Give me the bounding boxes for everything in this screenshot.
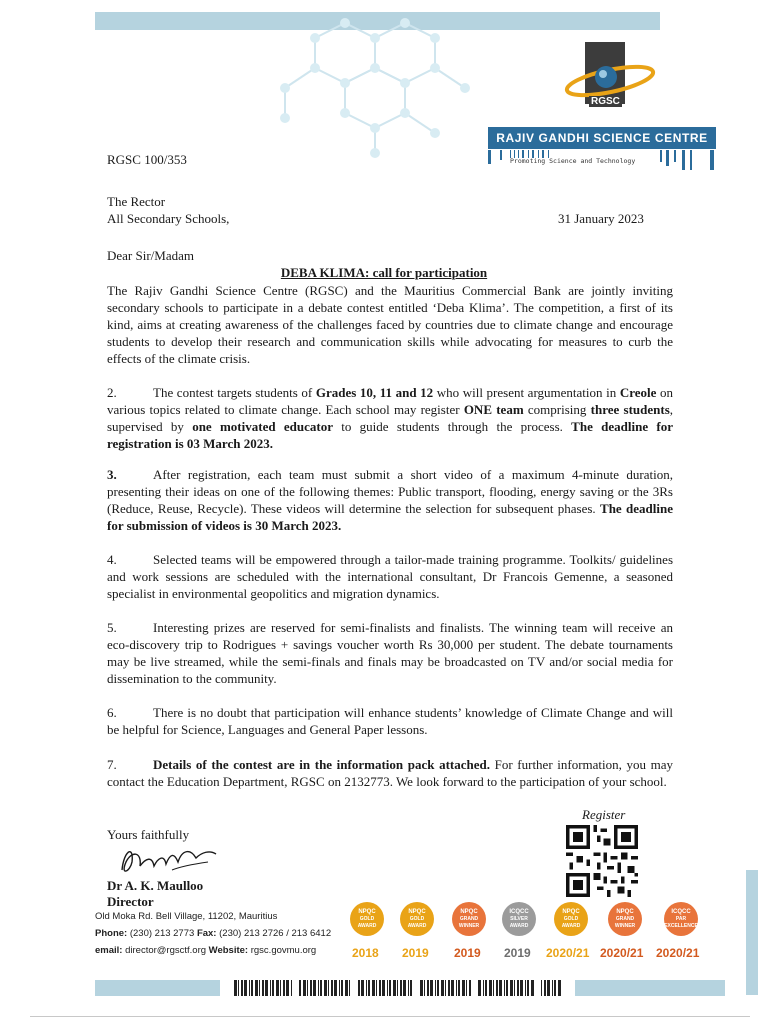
- award-badge-text: NPQC: [408, 908, 426, 915]
- award-year: 2020/21: [546, 946, 590, 960]
- barcode-bar: [451, 980, 454, 996]
- barcode-bar: [499, 980, 502, 996]
- barcode-bar: [397, 980, 398, 996]
- paragraph-number: 6.: [107, 705, 117, 720]
- award-badge-text: GOLD: [359, 915, 375, 922]
- paragraph-3: [107, 466, 673, 534]
- signatory-title: Director: [107, 894, 154, 909]
- award-badge-text: ICQCC: [671, 908, 691, 915]
- barcode-bar: [366, 980, 367, 996]
- paragraph-4: [107, 551, 673, 602]
- barcode-bar: [259, 980, 260, 996]
- award-badge: [400, 902, 434, 936]
- phone-label: Phone:: [95, 928, 128, 939]
- barcode-bar: [334, 980, 337, 996]
- barcode-bar: [552, 980, 553, 996]
- closing: Yours faithfully: [107, 827, 190, 842]
- barcode-bar: [368, 980, 370, 996]
- tagline: Promoting Science and Technology: [510, 157, 636, 165]
- barcode-bar: [379, 980, 381, 996]
- award-year: 2018: [352, 946, 379, 960]
- barcode-bar: [345, 980, 348, 996]
- paragraph-number: 3.: [107, 467, 117, 482]
- barcode-bar: [410, 980, 412, 996]
- barcode-bar: [478, 980, 481, 996]
- barcode-bar: [493, 980, 494, 996]
- text-bold: Creole: [619, 385, 657, 400]
- barcode-bar: [541, 980, 542, 996]
- barcode-bar: [318, 980, 319, 996]
- barcode-bar: [376, 980, 377, 996]
- paragraph-6: [107, 704, 673, 738]
- text-bold: The deadline for submission of videos is 30 March 2023.: [107, 501, 674, 533]
- barcode-bar: [328, 980, 329, 996]
- text: For further information, you may contact the Education Department, RGSC on 2132773. We look forward to the participation of your school.: [107, 757, 673, 789]
- text: The contest targets students of: [153, 385, 316, 400]
- footer-barcode: [234, 980, 564, 996]
- text: There is no doubt that participation will enhance students’ knowledge of Climate Change and will be helpful for Science, Languages and General Paper lessons.: [107, 705, 673, 737]
- barcode-bar: [361, 980, 364, 996]
- barcode-bar: [514, 980, 515, 996]
- barcode-bar: [382, 980, 385, 996]
- barcode-bar: [547, 980, 550, 996]
- award-badge-text: ICQCC: [509, 908, 529, 915]
- award-badge-text: WINNER: [458, 922, 480, 929]
- barcode-bar: [341, 980, 343, 996]
- barcode-bar: [558, 980, 561, 996]
- barcode-bar: [393, 980, 396, 996]
- award-badge-text: WINNER: [614, 922, 636, 929]
- footer-color-bar-left: [95, 980, 220, 996]
- text: After registration, each team must submit a short video of a maximum 4-minute duration, presenting their ideas on one of the following themes: Public transport, flooding, energy saving or the 3Rs (Reduce, Reuse, Recycle). These videos will determine the selection for subsequent phases.: [107, 467, 673, 516]
- award-year: 2020/21: [656, 946, 700, 960]
- award-badge: [350, 902, 384, 936]
- barcode-bar: [324, 980, 327, 996]
- barcode-bar: [310, 980, 312, 996]
- text: , supervised by: [107, 402, 674, 434]
- award-badge-text: NPQC: [616, 908, 634, 915]
- barcode-bar: [527, 980, 529, 996]
- register-label: Register: [582, 807, 626, 822]
- barcode-bar: [241, 980, 243, 996]
- text: on various topics related to climate change. Each school may register: [107, 385, 673, 417]
- award-badge-text: NPQC: [358, 908, 376, 915]
- barcode-bar: [280, 980, 281, 996]
- barcode-bar: [251, 980, 253, 996]
- barcode-bar: [272, 980, 274, 996]
- barcode-bar: [408, 980, 409, 996]
- barcode-bar: [496, 980, 498, 996]
- award-badge-text: GOLD: [409, 915, 425, 922]
- paragraph-number: 4.: [107, 552, 117, 567]
- award-badge-text: SILVER: [510, 915, 528, 922]
- org-name-banner: RAJIV GANDHI SCIENCE CENTRE: [488, 127, 716, 149]
- molecule-graphic: [255, 18, 495, 168]
- award-badge-text: PAR: [675, 915, 687, 922]
- website-value: rgsc.govmu.org: [250, 945, 317, 956]
- paragraph-7: [107, 756, 673, 790]
- barcode-bar: [520, 980, 523, 996]
- paragraph-1: The Rajiv Gandhi Science Centre (RGSC) and the Mauritius Commercial Bank are jointly inviting secondary schools to participate in a debate contest entitled ‘Deba Klima’. The competition, a first of its kind, aims at creating awareness of the challenges faced by countries due to climate change and encourage students to develop their research and communication skills while advocating for measures to curb the effects of the climate crisis.: [107, 283, 673, 366]
- banner-ticks-right: [660, 150, 720, 172]
- barcode-bar: [531, 980, 534, 996]
- barcode-bar: [430, 980, 433, 996]
- barcode-bar: [303, 980, 306, 996]
- barcode-bar: [485, 980, 487, 996]
- barcode-bar: [427, 980, 429, 996]
- email-value: director@rgsctf.org: [125, 945, 207, 956]
- barcode-bar: [437, 980, 439, 996]
- barcode-bar: [441, 980, 444, 996]
- barcode-bar: [469, 980, 471, 996]
- barcode-bar: [307, 980, 308, 996]
- barcode-bar: [544, 980, 546, 996]
- award-badge: [502, 902, 536, 936]
- barcode-bar: [249, 980, 250, 996]
- award-badge-text: AWARD: [357, 922, 377, 929]
- barcode-bar: [255, 980, 258, 996]
- barcode-bar: [420, 980, 423, 996]
- text-bold: three students: [590, 402, 670, 417]
- page-edge-line: [30, 1016, 750, 1017]
- award-badge-text: NPQC: [460, 908, 478, 915]
- fax-label: Fax:: [196, 928, 217, 939]
- award-badge-text: AWARD: [561, 922, 581, 929]
- barcode-bar: [506, 980, 508, 996]
- barcode-bar: [458, 980, 460, 996]
- barcode-bar: [424, 980, 425, 996]
- award-badge-text: EXCELLENCE: [664, 922, 698, 929]
- barcode-bar: [349, 980, 350, 996]
- barcode-bar: [400, 980, 402, 996]
- phone-value: (230) 213 2773: [129, 928, 195, 939]
- paragraph-2: [107, 384, 673, 452]
- text-bold: one motivated educator: [192, 419, 333, 434]
- register-qr-code[interactable]: [566, 825, 638, 897]
- footer-contact: [95, 945, 316, 956]
- award-year: 2020/21: [600, 946, 644, 960]
- text-bold: The deadline for registration is 03 March 2023.: [107, 419, 673, 451]
- barcode-bar: [270, 980, 271, 996]
- barcode-bar: [286, 980, 289, 996]
- award-badge-text: GRAND: [615, 915, 635, 922]
- barcode-bar: [313, 980, 316, 996]
- award-badge-text: GRAND: [459, 915, 479, 922]
- barcode-bar: [372, 980, 375, 996]
- fax-value: (230) 213 2726 / 213 6412: [219, 928, 332, 939]
- email-label: email:: [95, 945, 123, 956]
- award-badge: [452, 902, 486, 936]
- signatory-name: Dr A. K. Maulloo: [107, 878, 204, 893]
- barcode-bar: [445, 980, 446, 996]
- salutation: Dear Sir/Madam: [107, 248, 195, 263]
- signature-image: [112, 840, 222, 880]
- website-label: Website:: [208, 945, 249, 956]
- barcode-bar: [234, 980, 237, 996]
- award-badge-text: AWARD: [407, 922, 427, 929]
- logo-text: RGSC: [591, 96, 620, 107]
- barcode-bar: [435, 980, 436, 996]
- paragraph-5: [107, 619, 673, 687]
- award-badge: [608, 902, 642, 936]
- letter-date: 31 January 2023: [558, 211, 644, 226]
- award-badge-text: GOLD: [563, 915, 579, 922]
- text: comprising: [523, 402, 591, 417]
- award-year: 2019: [402, 946, 429, 960]
- reference-number: RGSC 100/353: [107, 152, 187, 167]
- paragraph-number: 7.: [107, 757, 117, 772]
- barcode-bar: [238, 980, 239, 996]
- award-year: 2019: [504, 946, 531, 960]
- barcode-bar: [525, 980, 526, 996]
- footer-address: Old Moka Rd. Bell Village, 11202, Mauritius: [95, 911, 278, 922]
- barcode-bar: [510, 980, 513, 996]
- letter-title: DEBA KLIMA: call for participation: [280, 265, 488, 280]
- barcode-bar: [291, 980, 292, 996]
- barcode-bar: [403, 980, 406, 996]
- barcode-bar: [517, 980, 519, 996]
- planet-logo-icon: [560, 55, 660, 100]
- barcode-bar: [283, 980, 285, 996]
- award-badge: [664, 902, 698, 936]
- awards-row: [345, 902, 725, 966]
- footer-color-bar-right: [575, 980, 725, 996]
- barcode-bar: [299, 980, 301, 996]
- barcode-bar: [339, 980, 340, 996]
- barcode-bar: [276, 980, 279, 996]
- side-color-bar: [746, 870, 758, 995]
- paragraph-number: 5.: [107, 620, 117, 635]
- barcode-bar: [262, 980, 264, 996]
- text: who will present argumentation in: [433, 385, 620, 400]
- text: to guide students through the process.: [332, 419, 572, 434]
- barcode-bar: [483, 980, 484, 996]
- barcode-bar: [358, 980, 360, 996]
- text: Interesting prizes are reserved for semi-finalists and finalists. The winning team will receive an eco-discovery trip to Rodrigues + savings voucher worth Rs 30,000 per student. The debate tournaments may be live streamed, while the semi-finals and finals may be broadcasted on TV and/or social media for dissemination to the community.: [107, 620, 673, 686]
- barcode-bar: [389, 980, 391, 996]
- barcode-bar: [456, 980, 457, 996]
- award-badge-text: NPQC: [562, 908, 580, 915]
- recipient-line2: All Secondary Schools,: [107, 211, 230, 226]
- barcode-bar: [331, 980, 333, 996]
- award-badge: [554, 902, 588, 936]
- text: Selected teams will be empowered through a tailor-made training programme. Toolkits/ guidelines and work sessions are scheduled with the international consultant, Dr Francois Gemenne, a seasoned specialist in environmental geopolitics and migration dynamics.: [107, 552, 673, 601]
- text-bold: Grades 10, 11 and 12: [315, 385, 434, 400]
- text-bold: Details of the contest are in the information pack attached.: [153, 757, 490, 772]
- footer-phone: [95, 928, 331, 939]
- barcode-bar: [489, 980, 492, 996]
- barcode-bar: [466, 980, 467, 996]
- text-bold: ONE team: [463, 402, 524, 417]
- barcode-bar: [448, 980, 450, 996]
- paragraph-number: 2.: [107, 385, 117, 400]
- barcode-bar: [462, 980, 465, 996]
- barcode-bar: [320, 980, 322, 996]
- award-year: 2019: [454, 946, 481, 960]
- award-badge-text: AWARD: [509, 922, 529, 929]
- barcode-bar: [504, 980, 505, 996]
- barcode-bar: [554, 980, 556, 996]
- barcode-bar: [387, 980, 388, 996]
- barcode-bar: [244, 980, 247, 996]
- barcode-bar: [265, 980, 268, 996]
- recipient-line1: The Rector: [107, 194, 166, 209]
